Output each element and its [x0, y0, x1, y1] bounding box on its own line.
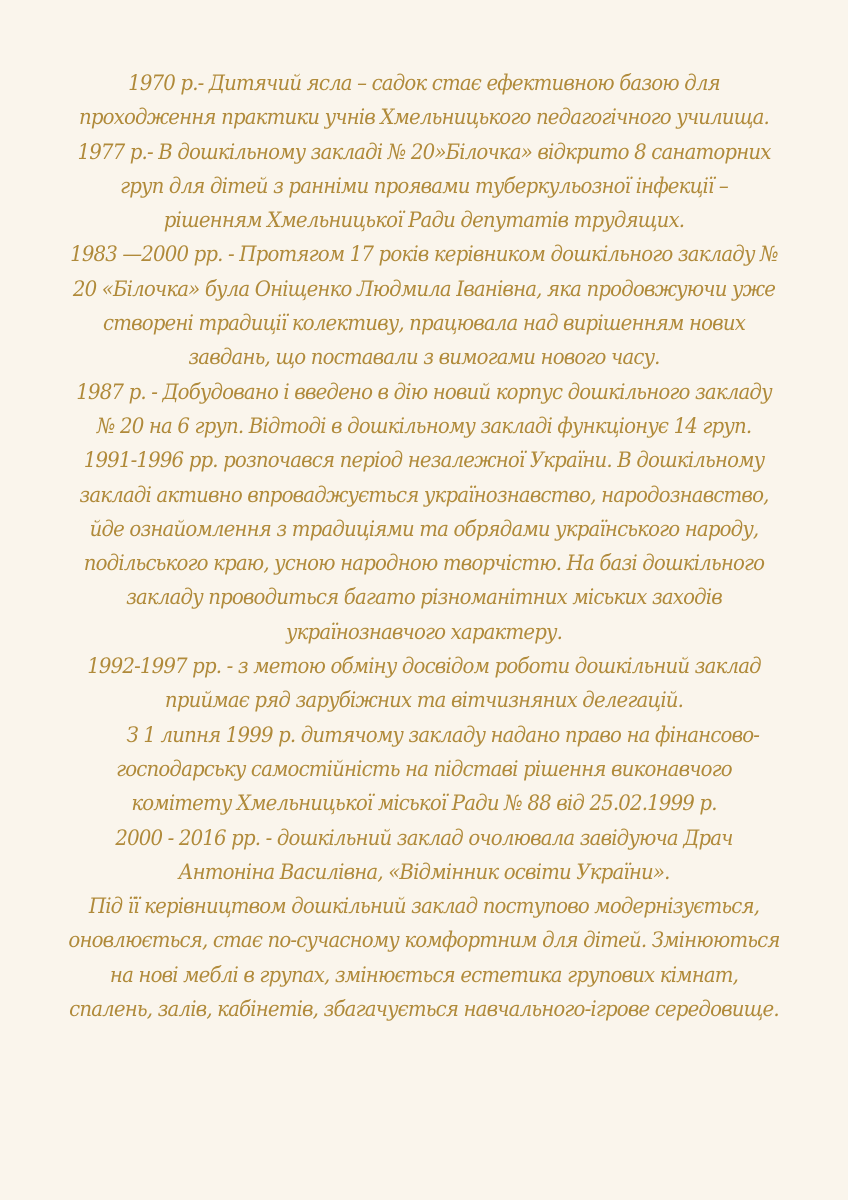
text-line-1983: 1983 —2000 рр. - Протягом 17 років керівником дошкільного закладу № [70, 242, 778, 267]
text-line: комітету Хмельницької міської Ради № 88 від 25.02.1999 р. [131, 791, 717, 816]
history-document [0, 66, 848, 1026]
text-line-1970: 1970 р.- Дитячий ясла – садок стає ефективною базою для [128, 71, 720, 95]
text-line: завдань, що поставали з вимогами нового часу. [188, 345, 660, 370]
text-line-1999: З 1 липня 1999 р. дитячому закладу надано право на фінансово- [126, 722, 760, 747]
text-line: приймає ряд зарубіжних та вітчизняних делегацій. [164, 688, 684, 713]
text-line-1991: 1991-1996 рр. розпочався період незалежної України. В дошкільному [83, 448, 765, 473]
text-line: закладі активно впроваджується українознавство, народознавство, [79, 482, 769, 507]
text-line: № 20 на 6 груп. Відтоді в дошкільному закладі функціонує 14 груп. [96, 413, 752, 438]
text-line: йде ознайомлення з традиціями та обрядами українського народу, [89, 516, 759, 541]
text-line: подільського краю, усною народною творчістю. На базі дошкільного [83, 551, 765, 576]
text-line-1992: 1992-1997 рр. - з метою обміну досвідом роботи дошкільний заклад [87, 654, 761, 679]
text-line-1977: 1977 р.- В дошкільному закладі № 20»Білочка» відкрито 8 санаторних [77, 139, 771, 164]
text-line: створені традиції колективу, працювала над вирішенням нових [103, 311, 745, 336]
text-line-2000: 2000 - 2016 рр. - дошкільний заклад очолювала завідуюча Драч [115, 825, 733, 850]
text-line: Під її керівництвом дошкільний заклад поступово модернізується, [88, 894, 760, 919]
text-line: оновлюється, стає по-сучасному комфортним для дітей. Змінюються [68, 928, 780, 953]
text-line: груп для дітей з ранніми проявами туберкульозної інфекції – [120, 173, 728, 198]
text-line: українознавчого характеру. [285, 619, 563, 644]
text-line: 20 «Білочка» була Оніщенко Людмила Іванівна, яка продовжуючи уже [72, 276, 776, 301]
text-line-1987: 1987 р. - Добудовано і введено в дію новий корпус дошкільного закладу [76, 379, 772, 404]
text-line: проходження практики учнів Хмельницького педагогічного училища. [79, 105, 769, 130]
text-line: на нові меблі в групах, змінюється естетика групових кімнат, [109, 962, 739, 987]
text-line: закладу проводиться багато різноманітних міських заходів [126, 585, 722, 610]
text-line: рішенням Хмельницької Ради депутатів трудящих. [163, 208, 685, 233]
text-line: спалень, залів, кабінетів, збагачується навчального-ігрове середовище. [69, 997, 779, 1022]
text-line: господарську самостійність на підставі рішення виконавчого [116, 756, 732, 781]
text-line: Антоніна Василівна, «Відмінник освіти України». [178, 859, 670, 884]
